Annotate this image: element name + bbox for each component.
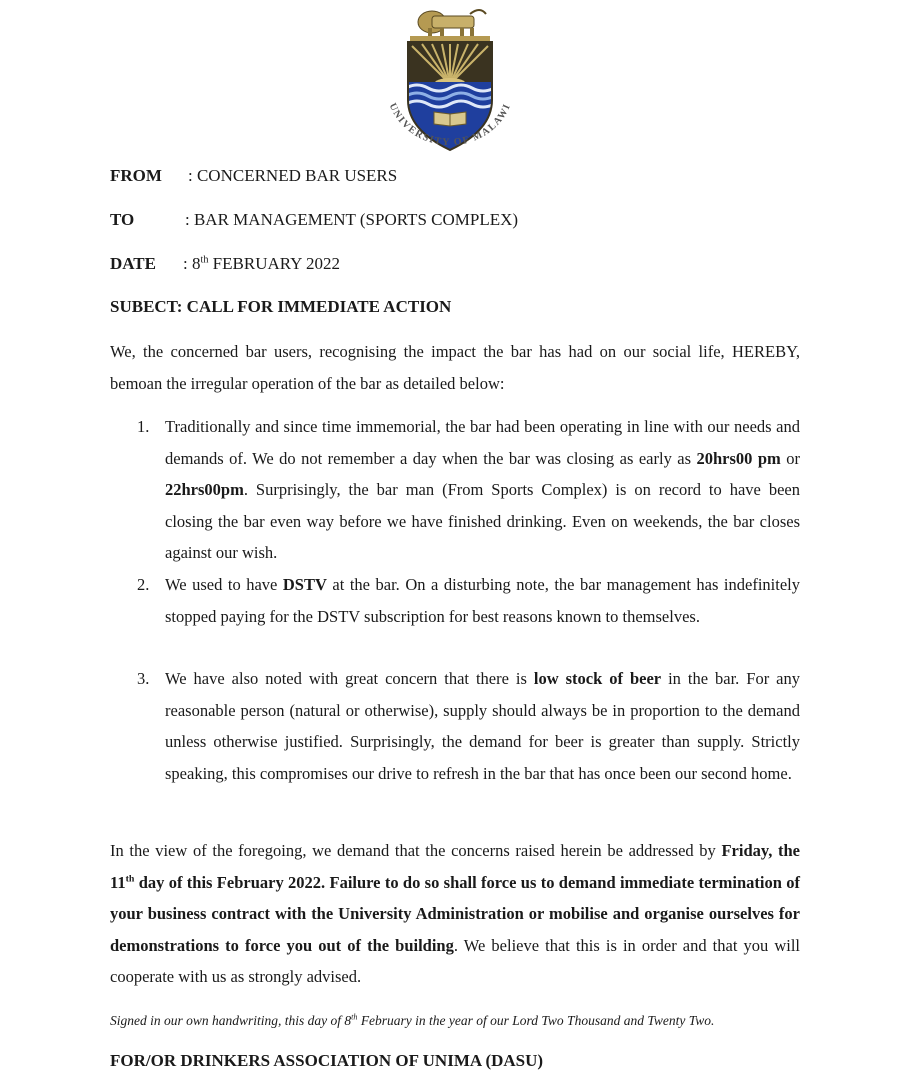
open-book-icon: [434, 112, 466, 126]
demand-deadline-text: Friday, the 11th day of this February 2022. Failure to do so shall force us to demand immediate termination of your business contract with the University Administration or mobilise and organise ourselves for demonstrations to force you out of the building: [110, 841, 801, 955]
from-label: FROM: [110, 166, 162, 185]
conclusion-paragraph: In the view of the foregoing, we demand that the concerns raised herein be addressed by Friday, the 11th day of this February 2022. Failure to do so shall force us to demand immediate termination of your business contract with the University Administration or mobilise and organise ourselves for demonstrations to force you out of the building. We believe that this is in order and that you will cooperate with us as strongly advised.: [110, 841, 801, 986]
lion-icon: [410, 10, 490, 42]
from-line: [110, 166, 398, 186]
intro-paragraph: We, the concerned bar users, recognising the impact the bar has had on our social life, HEREBY, bemoan the irregular operation of the bar as detailed below:: [110, 342, 800, 393]
to-line: [110, 210, 519, 230]
list-item-text: Traditionally and since time immemorial, the bar had been operating in line with our needs and demands of. We do not remember a day when the bar was closing as early as 20hrs00 pm or 22hrs00pm. Surprisingly, the bar man (From Sports Complex) is on record to have been closing the bar even way before we have finished drinking. Even on weekends, the bar closes against our wish.: [165, 417, 800, 562]
list-number: 2.: [137, 575, 150, 594]
date-line: [110, 254, 341, 274]
organisation-name: FOR/OR DRINKERS ASSOCIATION OF UNIMA (DASU): [110, 1051, 544, 1070]
crest-motto-text: UNIVERSITY OF MALAWI: [386, 101, 514, 149]
list-item-1: [110, 411, 800, 569]
list-item-3: [110, 663, 800, 789]
date-value: : 8th FEBRUARY 2022: [183, 254, 341, 273]
signature-line: Signed in our own handwriting, this day of 8th February in the year of our Lord Two Thousand and Twenty Two.: [110, 1012, 715, 1028]
subject-line: SUBECT: CALL FOR IMMEDIATE ACTION: [110, 297, 452, 316]
to-label: TO: [110, 210, 135, 229]
date-label: DATE: [110, 254, 156, 273]
list-number: 3.: [137, 669, 150, 688]
list-item-text: We have also noted with great concern that there is low stock of beer in the bar. For any reasonable person (natural or otherwise), supply should always be in proportion to the demand unless otherwise justified. Surprisingly, the demand for beer is greater than supply. Strictly speaking, this compromises our drive to refresh in the bar that has once been our second home.: [165, 669, 800, 783]
to-value: : BAR MANAGEMENT (SPORTS COMPLEX): [185, 210, 519, 229]
list-number: 1.: [137, 417, 150, 436]
list-item-2: [110, 569, 800, 632]
list-item-text: We used to have DSTV at the bar. On a disturbing note, the bar management has indefinitely stopped paying for the DSTV subscription for best reasons known to themselves.: [165, 575, 800, 626]
from-value: : CONCERNED BAR USERS: [188, 166, 398, 185]
university-crest-logo: [370, 0, 530, 160]
